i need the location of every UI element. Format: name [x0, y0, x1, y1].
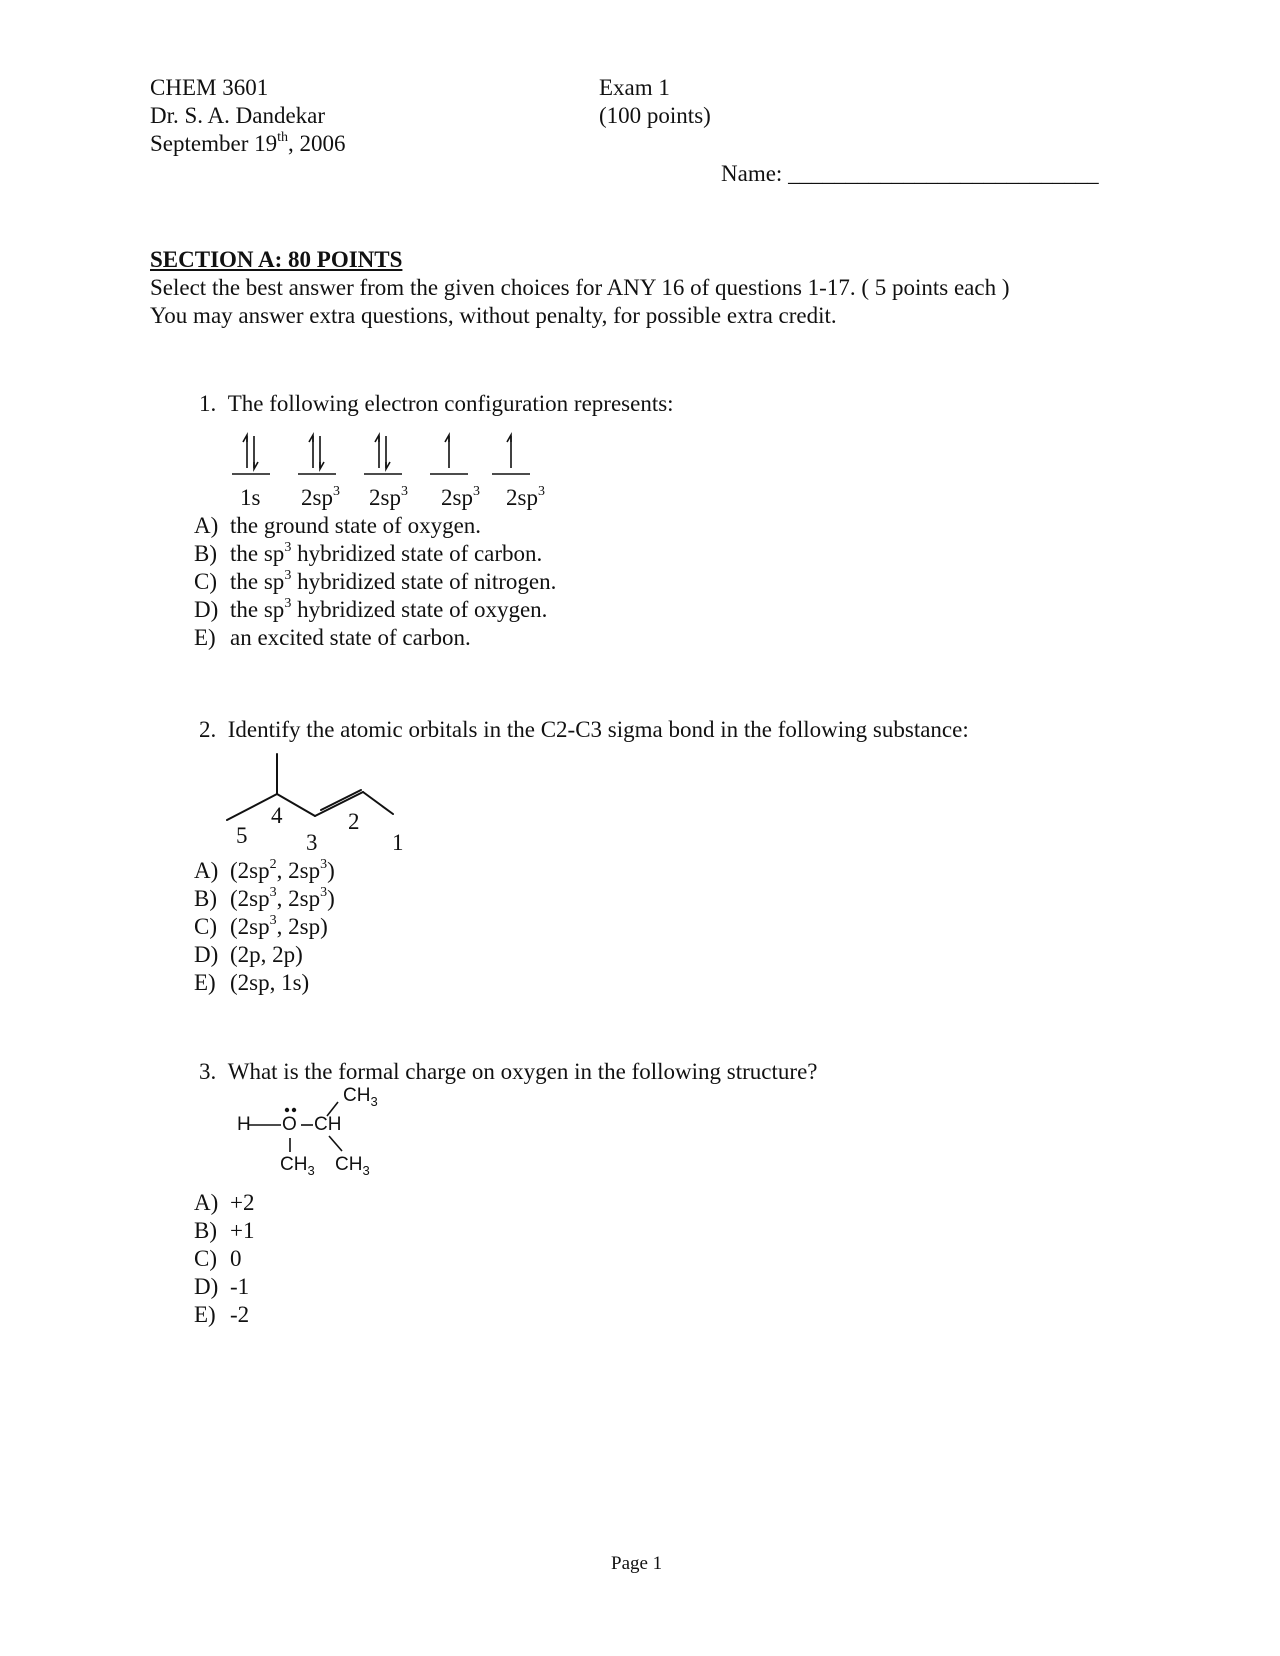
q3-option-e[interactable]: E) -2	[194, 1302, 250, 1327]
q3-option-c[interactable]: C) 0	[194, 1246, 242, 1271]
skeletal-structure	[225, 752, 415, 862]
section-instruction-2: You may answer extra questions, without penalty, for possible extra credit.	[150, 303, 837, 328]
exam-title: Exam 1	[599, 75, 670, 100]
q2-option-b[interactable]: B) ($2sp^3$, $2sp^3$)	[194, 885, 335, 911]
bond-c2-c1	[363, 792, 393, 814]
paired-electrons-icon	[243, 435, 258, 469]
q2-option-c[interactable]: C) ($2sp^3$, 2sp)	[194, 913, 328, 939]
q2-option-d[interactable]: D) (2p, 2p)	[194, 942, 303, 967]
section-instruction-1: Select the best answer from the given choices for ANY 16 of questions 1-17. ( 5 points each )	[150, 275, 1010, 300]
orbital-label: $2sp^3$	[301, 484, 340, 510]
single-electron-icon	[507, 435, 511, 468]
name-field[interactable]	[721, 160, 1099, 188]
q2-option-e[interactable]: E) (2sp, 1s)	[194, 970, 310, 995]
single-electron-icon	[445, 435, 449, 468]
q1-option-e[interactable]: E) an excited state of carbon.	[194, 625, 471, 650]
exam-date: September 19th, 2006	[150, 130, 346, 156]
lone-pair-dot	[285, 1108, 289, 1112]
carbon-label: 3	[306, 830, 318, 855]
q1-option-a[interactable]: A) the ground state of oxygen.	[194, 513, 482, 538]
bond-c3-c2-double	[321, 790, 361, 810]
paired-electrons-icon	[375, 435, 390, 469]
q3-option-d[interactable]: D) -1	[194, 1274, 250, 1299]
q1-option-b[interactable]: B) the $sp^3$ hybridized state of carbon.	[194, 540, 543, 566]
q1-option-d[interactable]: D) the $sp^3$ hybridized state of oxygen.	[194, 596, 548, 622]
exam-points: (100 points)	[599, 103, 711, 128]
structural-formula	[230, 1086, 410, 1182]
paired-electrons-icon	[309, 435, 324, 469]
hydrogen-atom: H	[237, 1114, 251, 1135]
bond-ch-ch3-bottom	[329, 1136, 342, 1151]
orbital-label: $2sp^3$	[506, 484, 545, 510]
question-2: 2. Identify the atomic orbitals in the C2-C3 sigma bond in the following substance:	[199, 717, 969, 742]
methyl-top: $CH_3$	[343, 1085, 378, 1109]
q3-option-b[interactable]: B) +1	[194, 1218, 255, 1243]
question-3: 3. What is the formal charge on oxygen in the following structure?	[199, 1059, 818, 1084]
carbon-label: 1	[392, 830, 404, 855]
carbon-label: 4	[271, 803, 283, 828]
course-code: CHEM 3601	[150, 75, 269, 100]
carbon-label: 2	[348, 809, 360, 834]
ch-group: CH	[314, 1114, 342, 1135]
carbon-label: 5	[236, 823, 248, 848]
question-1: 1. The following electron configuration represents:	[199, 391, 674, 416]
q2-option-a[interactable]: A) ($2sp^2$, $2sp^3$)	[194, 857, 335, 883]
q3-option-a[interactable]: A) +2	[194, 1190, 255, 1215]
page-number: Page 1	[611, 1553, 663, 1574]
instructor: Dr. S. A. Dandekar	[150, 103, 326, 128]
q1-option-c[interactable]: C) the $sp^3$ hybridized state of nitrogen.	[194, 568, 557, 594]
bond-c5-c4	[227, 794, 277, 820]
orbital-label: $2sp^3$	[441, 484, 480, 510]
lone-pair-dot	[292, 1108, 296, 1112]
name-blank[interactable]: ___________________________	[788, 161, 1099, 186]
orbital-label: $2sp^3$	[369, 484, 408, 510]
methyl-left: $CH_3$	[280, 1154, 315, 1178]
oxygen-atom: O	[282, 1114, 297, 1135]
orbital-label: 1s	[240, 485, 261, 510]
name-label: Name:	[721, 161, 783, 186]
section-title: SECTION A: 80 POINTS	[150, 247, 403, 272]
methyl-right: $CH_3$	[335, 1154, 370, 1178]
orbital-diagram	[222, 430, 562, 480]
